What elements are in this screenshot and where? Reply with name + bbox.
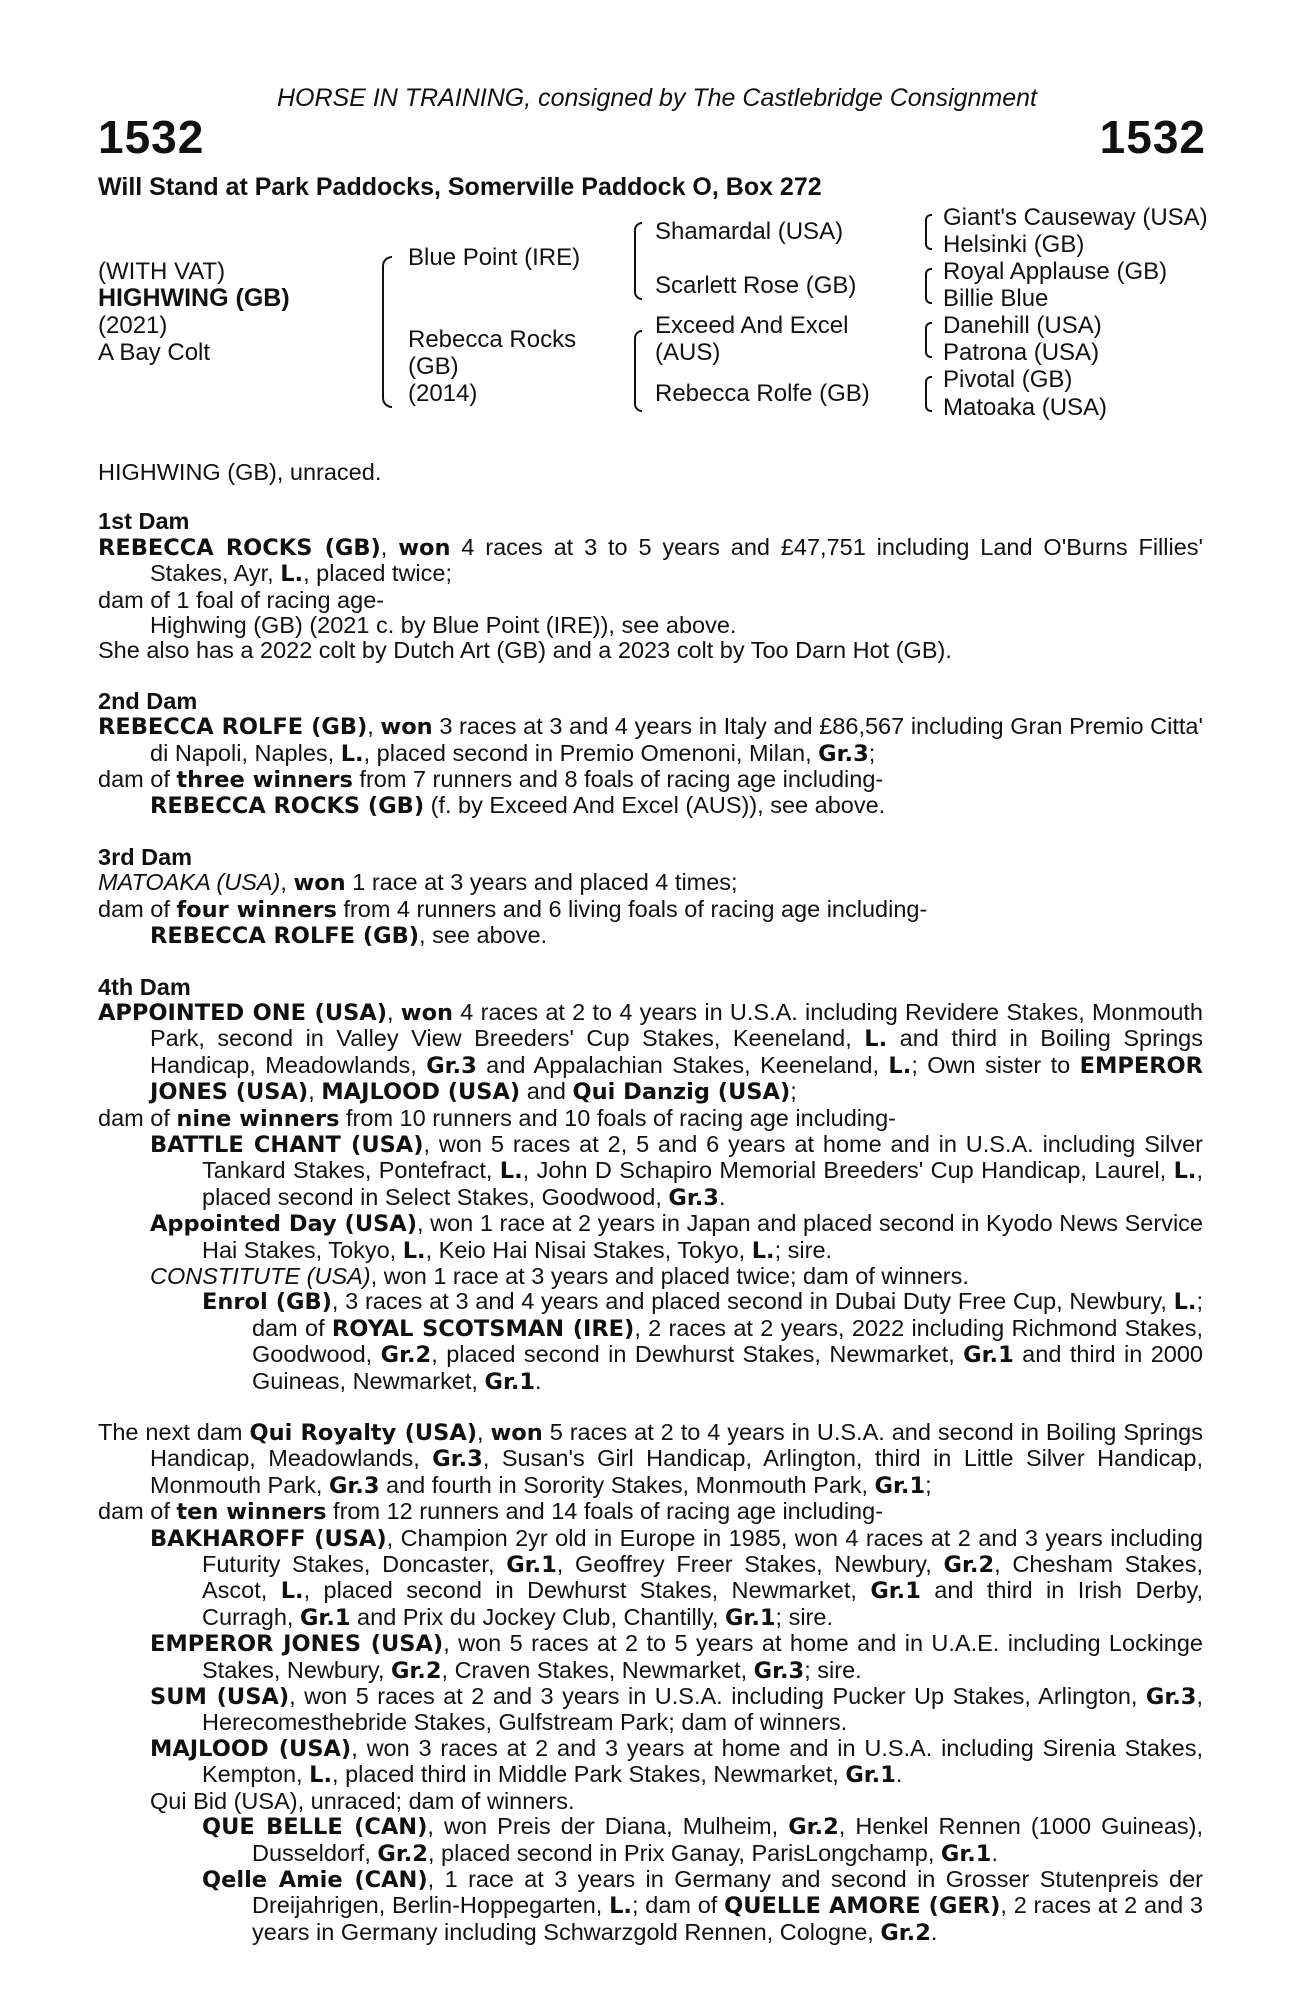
record-text: and third in Irish Derby, Curragh, [202, 1577, 1203, 1630]
produce-entry [98, 1814, 1203, 1867]
dam-sire-line2: (AUS) [655, 339, 721, 366]
horse-name: ROYAL SCOTSMAN (IRE) [331, 1315, 635, 1342]
third-dam-foal [98, 923, 1203, 949]
horse-name: HIGHWING (GB) [98, 284, 290, 312]
record-text: , placed second in Select Stakes, Goodwood, [202, 1157, 1203, 1210]
horse-name: Appointed Day (USA) [150, 1211, 418, 1238]
group-label: Gr.1 [874, 1472, 926, 1499]
record-text: , won 5 races at 2 to 5 years at home and in U.A.E. including Lockinge Stakes, Newbury, [202, 1630, 1203, 1683]
group-label: Gr.2 [788, 1814, 839, 1841]
record-text: , placed second in Dewhurst Stakes, Newmarket, [431, 1341, 964, 1368]
group-label: Gr.2 [390, 1657, 442, 1684]
listed-label: L. [402, 1237, 426, 1264]
dd-brace [925, 376, 932, 412]
first-dam-produce: dam of 1 foal of racing age- [98, 586, 385, 613]
produce-entry [98, 1132, 1203, 1211]
dss: Danehill (USA) [943, 312, 1102, 339]
dam-line2: (GB) [408, 353, 459, 380]
group-label: Gr.3 [818, 740, 869, 767]
third-dam-produce [98, 897, 1203, 923]
listed-label: L. [309, 1762, 333, 1789]
produce-entry [98, 1526, 1203, 1632]
winners-count: four winners [176, 896, 337, 923]
dam-brace [634, 330, 642, 412]
sdd: Billie Blue [943, 285, 1049, 312]
horse-name: SUM (USA) [150, 1684, 290, 1711]
record-text: ; dam of [252, 1288, 1204, 1341]
consignment-header: HORSE IN TRAINING, consigned by The Castlebridge Consignment [276, 84, 1038, 112]
horse-description: A Bay Colt [98, 339, 211, 366]
sire-brace [634, 222, 642, 300]
record-text: , placed second in Premio Omenoni, Milan, [363, 739, 819, 766]
horse-name: QUELLE AMORE (GER) [724, 1893, 1001, 1920]
sd-brace [925, 268, 932, 304]
first-dam-record: REBECCA ROCKS (GB), won 4 races at 3 to 5 years and £47,751 including Land O'Burns Fillies' Stakes, Ayr, L., placed twice; [98, 533, 1204, 588]
winners-count: three winners [176, 767, 353, 794]
next-dam-record: The next dam Qui Royalty (USA), won 5 races at 2 to 4 years in U.S.A. and second in Boiling Springs Handicap, Meadowlands, Gr.3, Susan's Girl Handicap, Arlington, third in Little Silver Handicap, Monmouth Park, Gr.3 and fourth in Sorority Stakes, Monmouth Park, Gr.1; [98, 1419, 1203, 1499]
record-text: , won 3 races at 2 and 3 years at home and in U.S.A. including Sirenia Stakes, Kempton, [202, 1734, 1204, 1788]
record-text: , Keio Hai Nisai Stakes, Tokyo, [425, 1236, 752, 1263]
record-text: , won 5 races at 2, 5 and 6 years at home and in U.S.A. including Silver Tankard Stakes, Pontefract, [202, 1130, 1203, 1184]
dam-name: REBECCA ROCKS (GB) [98, 534, 381, 561]
group-label: Gr.1 [506, 1552, 557, 1579]
record-text: and third in 2000 Guineas, Newmarket, [252, 1341, 1204, 1394]
dsd: Patrona (USA) [943, 339, 1100, 366]
dam-dam: Rebecca Rolfe (GB) [655, 380, 870, 407]
group-label: Gr.2 [377, 1840, 428, 1867]
won-label: won [490, 1420, 543, 1446]
produce-entry [98, 1211, 1203, 1264]
group-label: Gr.3 [328, 1472, 380, 1499]
lot-number-right: 1532 [1099, 111, 1206, 163]
listed-label: L. [280, 561, 304, 588]
won-label: won [293, 870, 346, 897]
race-summary: HIGHWING (GB), unraced. [98, 459, 382, 485]
sire: Blue Point (IRE) [408, 244, 581, 271]
fourth-dam-record: APPOINTED ONE (USA), won 4 races at 2 to 4 years in U.S.A. including Revidere Stakes, Monmouth Park, second in Valley View Breeders' Cup Stakes, Keeneland, L. and third in Boiling Springs Handicap, Meadowlands, Gr.3 and Appalachian Stakes, Keeneland, L.; Own sister to EMPEROR JONES (USA), MAJLOOD (USA) and Qui Danzig (USA); [98, 998, 1204, 1106]
foal-name: REBECCA ROLFE (GB) [150, 923, 420, 950]
first-dam-also: She also has a 2022 colt by Dutch Art (GB) and a 2023 colt by Too Darn Hot (GB). [98, 637, 952, 664]
produce-entry [98, 1631, 1203, 1684]
third-dam-record: MATOAKA (USA), won 1 race at 3 years and placed 4 times; [98, 869, 738, 897]
lot-number-left: 1532 [98, 111, 205, 163]
record-text: from 7 runners and 8 foals of racing age including- [352, 766, 884, 793]
third-dam-heading: 3rd Dam [98, 843, 193, 870]
horse-name: MAJLOOD (USA) [321, 1079, 521, 1106]
record-text: dam of [98, 895, 177, 922]
record-text: 5 races at 2 to 4 years in U.S.A. and second in Boiling Springs Handicap, Meadowlands, [150, 1419, 1203, 1472]
record-text: ; [925, 1471, 932, 1498]
record-text: , placed second in Dewhurst Stakes, Newmarket, [303, 1577, 871, 1604]
won-label: won [380, 714, 433, 741]
ds-brace [925, 322, 932, 358]
listed-label: L. [340, 740, 364, 767]
first-dam-foal: Highwing (GB) (2021 c. by Blue Point (IRE)), see above. [150, 612, 737, 639]
dam-name: APPOINTED ONE (USA) [98, 999, 388, 1026]
record-text: and Prix du Jockey Club, Chantilly, [350, 1603, 725, 1630]
stand-location: Will Stand at Park Paddocks, Somerville Paddock O, Box 272 [98, 173, 822, 201]
record-text: , won 5 races at 2 and 3 years in U.S.A. including Pucker Up Stakes, Arlington, [289, 1683, 1146, 1710]
group-label: Gr.1 [940, 1840, 992, 1867]
record-text: (f. by Exceed And Excel (AUS)), see above. [424, 792, 886, 819]
group-label: Gr.2 [380, 1342, 432, 1369]
record-text: dam of [98, 766, 177, 793]
record-text: , Champion 2yr old in Europe in 1985, won 4 races at 2 and 3 years including Futurity Stakes, Doncaster, [202, 1524, 1203, 1578]
listed-label: L. [888, 1052, 912, 1079]
dam-line1: Rebecca Rocks [408, 326, 577, 353]
horse-name: EMPEROR JONES (USA) [150, 1631, 444, 1658]
horse-name: CONSTITUTE (USA) [150, 1262, 371, 1289]
group-label: Gr.1 [963, 1342, 1014, 1369]
next-dam-produce [98, 1499, 1203, 1525]
record-text: , Susan's Girl Handicap, Arlington, third in Little Silver Handicap, Monmouth Park, [150, 1445, 1203, 1498]
listed-label: L. [864, 1026, 888, 1053]
ddd: Matoaka (USA) [943, 394, 1108, 421]
vat-note: (WITH VAT) [98, 258, 226, 285]
record-text: 3 races at 3 and 4 years in Italy and £86,567 including Gran Premio Citta' di Napoli, Naples, [150, 713, 1203, 766]
dam-sire-line1: Exceed And Excel [655, 312, 849, 339]
record-text: and third in Boiling Springs Handicap, Meadowlands, [150, 1025, 1204, 1078]
sds: Royal Applause (GB) [943, 258, 1168, 285]
second-dam-record: REBECCA ROLFE (GB), won 3 races at 3 and 4 years in Italy and £86,567 including Gran Premio Citta' di Napoli, Naples, L., placed second in Premio Omenoni, Milan, Gr.3; [98, 713, 1203, 767]
record-text: , 3 races at 3 and 4 years and placed second in Dubai Duty Free Cup, Newbury, [331, 1288, 1174, 1315]
record-text: , 1 race at 3 years in Germany and second in Grosser Stutenpreis der Dreijahrigen, Berlin-Hoppegarten, [252, 1865, 1203, 1919]
group-label: Gr.1 [870, 1578, 921, 1605]
dam-name: REBECCA ROLFE (GB) [98, 714, 368, 741]
record-text: , 2 races at 2 years, 2022 including Richmond Stakes, Goodwood, [252, 1314, 1203, 1368]
group-label: Gr.2 [943, 1552, 995, 1579]
group-label: Gr.1 [845, 1762, 896, 1789]
fourth-dam-heading: 4th Dam [98, 973, 191, 1000]
record-text: , Herecomesthebride Stakes, Gulfstream Park; dam of winners. [202, 1683, 1203, 1736]
record-text: , see above. [419, 922, 548, 949]
produce-entry [98, 1684, 1203, 1736]
produce-entry [98, 1736, 1203, 1789]
horse-name: BATTLE CHANT (USA) [150, 1131, 424, 1158]
record-text: and [520, 1078, 573, 1105]
record-text: . [895, 1761, 903, 1788]
record-text: , Craven Stakes, Newmarket, [441, 1656, 754, 1683]
record-text: , Chesham Stakes, Ascot, [202, 1551, 1203, 1604]
record-text: and Appalachian Stakes, Keeneland, [476, 1051, 889, 1078]
horse-name: Qelle Amie (CAN) [202, 1866, 428, 1893]
record-text: ; [790, 1078, 797, 1105]
record-text: dam of [98, 1498, 177, 1525]
sire-sire: Shamardal (USA) [655, 218, 844, 245]
sire-dam: Scarlett Rose (GB) [655, 272, 857, 299]
record-text: . [930, 1918, 938, 1945]
group-label: Gr.3 [753, 1657, 805, 1684]
produce-entry: Qui Bid (USA), unraced; dam of winners. [150, 1787, 575, 1814]
record-text: , John D Schapiro Memorial Breeders' Cup Handicap, Laurel, [522, 1157, 1174, 1184]
record-text: ; sire. [804, 1656, 862, 1683]
winners-count: ten winners [176, 1499, 327, 1526]
record-text: . [991, 1839, 998, 1866]
record-text: The next dam [98, 1419, 250, 1445]
ssd: Helsinki (GB) [943, 231, 1085, 258]
record-text: , Geoffrey Freer Stakes, Newbury, [556, 1551, 944, 1578]
record-text: 4 races at 3 to 5 years and £47,751 including Land O'Burns Fillies' Stakes, Ayr, [150, 533, 1204, 587]
horse-name: QUE BELLE (CAN) [202, 1814, 428, 1841]
group-label: Gr.3 [1145, 1684, 1197, 1711]
produce-entry [98, 1289, 1203, 1395]
group-label: Gr.2 [880, 1919, 931, 1946]
won-label: won [398, 534, 451, 561]
group-label: Gr.3 [668, 1184, 719, 1211]
record-text: , won Preis der Diana, Mulheim, [427, 1813, 789, 1840]
record-text: , placed twice; [303, 560, 452, 587]
dam-line3: (2014) [408, 380, 478, 407]
record-text: . [718, 1183, 726, 1210]
record-text: dam of [98, 1104, 177, 1131]
second-dam-heading: 2nd Dam [98, 687, 198, 714]
dds: Pivotal (GB) [943, 366, 1073, 393]
record-text: ; [868, 739, 876, 766]
listed-label: L. [280, 1578, 304, 1605]
record-text: , Henkel Rennen (1000 Guineas), Dusseldorf, [252, 1813, 1203, 1866]
record-text: ; dam of [631, 1892, 725, 1919]
record-text: ; sire. [774, 1236, 833, 1263]
produce-entry [98, 1867, 1203, 1946]
listed-label: L. [609, 1893, 632, 1920]
group-label: Gr.3 [426, 1052, 477, 1079]
record-text: from 10 runners and 10 foals of racing age including- [339, 1104, 896, 1131]
dam-name: Qui Royalty (USA) [249, 1420, 478, 1446]
winners-count: nine winners [176, 1105, 340, 1132]
record-text: , 2 races at 2 and 3 years in Germany including Schwarzgold Rennen, Cologne, [252, 1892, 1204, 1945]
horse-name: Enrol (GB) [202, 1289, 332, 1316]
second-dam-produce [98, 767, 1203, 793]
listed-label: L. [1173, 1158, 1197, 1185]
record-text: ; Own sister to [911, 1051, 1080, 1078]
record-text: from 4 runners and 6 living foals of racing age including- [336, 895, 928, 922]
listed-label: L. [751, 1237, 775, 1264]
second-dam-foal [98, 793, 1203, 819]
group-label: Gr.3 [432, 1446, 483, 1473]
pedigree-brace [382, 256, 392, 408]
won-label: won [400, 999, 454, 1026]
record-text: 4 races at 2 to 4 years in U.S.A. including Revidere Stakes, Monmouth Park, second in Valley View Breeders' Cup Stakes, Keeneland, [150, 998, 1203, 1052]
first-dam-heading: 1st Dam [98, 508, 190, 535]
group-label: Gr.1 [484, 1368, 536, 1395]
record-text: 1 race at 3 years and placed 4 times; [345, 869, 738, 896]
horse-year: (2021) [98, 312, 168, 339]
record-text: . [535, 1367, 542, 1394]
horse-name: Qui Danzig (USA) [572, 1079, 791, 1106]
dam-name: MATOAKA (USA) [98, 869, 281, 896]
horse-name: MAJLOOD (USA) [150, 1735, 352, 1762]
record-text: and fourth in Sorority Stakes, Monmouth Park, [379, 1471, 875, 1498]
ss-brace [925, 214, 932, 250]
record-text: , placed third in Middle Park Stakes, Newmarket, [332, 1761, 846, 1788]
group-label: Gr.1 [299, 1604, 351, 1631]
listed-label: L. [1173, 1289, 1197, 1316]
horse-name: BAKHAROFF (USA) [150, 1525, 387, 1552]
produce-entry [98, 1264, 1203, 1289]
record-text: , [308, 1078, 322, 1105]
record-text: ; sire. [775, 1603, 833, 1630]
sss: Giant's Causeway (USA) [943, 204, 1208, 231]
horse-name: EMPEROR JONES (USA) [150, 1052, 1203, 1106]
record-text: from 12 runners and 14 foals of racing age including- [326, 1498, 884, 1525]
listed-label: L. [499, 1158, 523, 1185]
group-label: Gr.1 [724, 1604, 776, 1631]
foal-name: REBECCA ROCKS (GB) [150, 793, 425, 820]
record-text: , won 1 race at 2 years in Japan and placed second in Kyodo News Service Hai Stakes, Tokyo, [202, 1210, 1203, 1263]
record-text: , placed second in Prix Ganay, ParisLongchamp, [427, 1839, 941, 1866]
record-text: , won 1 race at 3 years and placed twice; dam of winners. [370, 1262, 969, 1289]
catalogue-body [98, 460, 1203, 1946]
fourth-dam-produce [98, 1106, 1203, 1132]
